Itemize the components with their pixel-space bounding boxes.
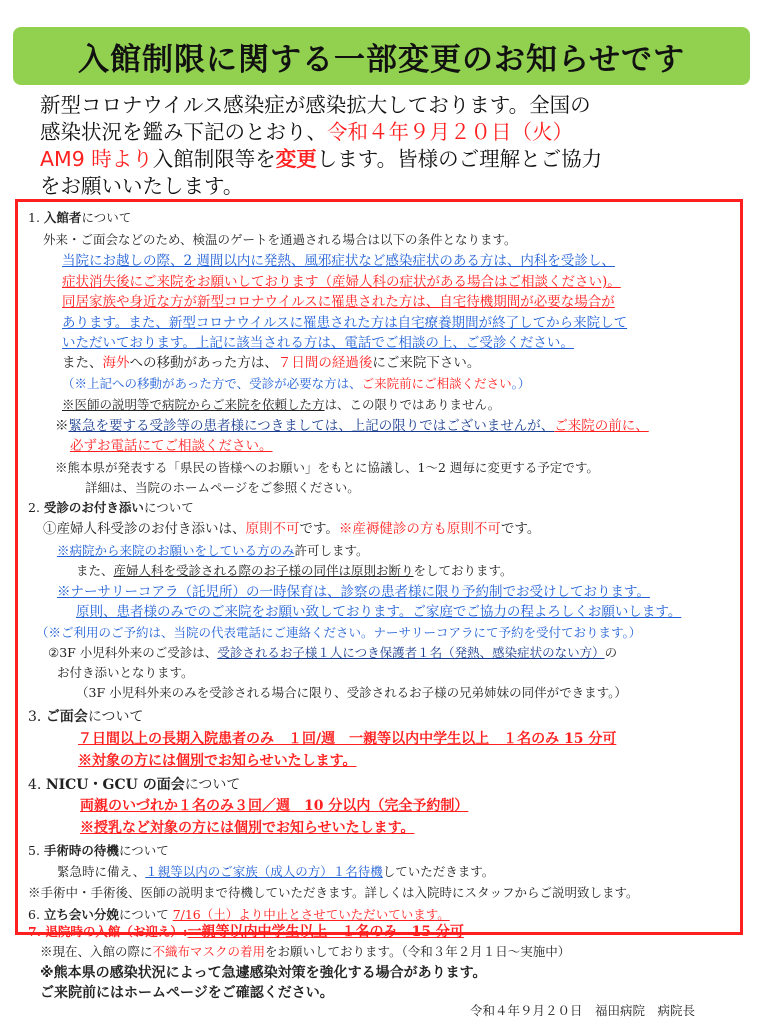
intro-text: 感染状況を鑑み下記のとおり、 [40, 120, 327, 144]
intro-text: します。皆様のご理解とご協力 [316, 147, 603, 171]
s5-line: 緊急時に備え、１親等以内のご家族（成人の方）１名待機していただきます。 [57, 864, 495, 879]
s2-line: （3F 小児科外来のみを受診される場合に限り、受診されるお子様の兄弟姉妹の同伴ができます。） [76, 685, 627, 700]
s4-line: ※授乳など対象の方には個別でお知らせいたします。 [80, 820, 415, 836]
change-word: 変更 [275, 147, 317, 171]
section-1-heading: 1. 入館者について [28, 210, 132, 225]
intro-line: をお願いいたします。 [40, 174, 244, 198]
s2-line: ①産婦人科受診のお付き添いは、原則不可です。※産褥健診の方も原則不可です。 [43, 521, 541, 537]
intro-line [40, 146, 740, 173]
effective-date: 令和４年９月２０日（火） [327, 120, 573, 144]
intro-text: 入館制限等を [152, 147, 276, 171]
s2-line: ②3F 小児科外来のご受診は、受診されるお子様１人につき保護者１名（発熱、感染症状のない方）の [48, 645, 618, 660]
section-3-heading: 3. ご面会について [28, 709, 144, 725]
footer-line: ご来院前にはホームページをご確認ください。 [40, 985, 334, 1001]
effective-time: AM9 時より [40, 147, 153, 171]
s1-line: また、海外への移動があった方は、７日間の経過後にご来院下さい。 [62, 355, 481, 371]
s1-line: あります。また、新型コロナウイルスに罹患された方は自宅療養期間が終了してから来院して [62, 315, 628, 331]
s3-line: ７日間以上の長期入院患者のみ １回/週 一親等以内中学生以上 １名のみ 15 分可 [78, 731, 617, 747]
section-4-heading: 4. NICU・GCU の面会について [28, 777, 241, 793]
intro-line [40, 119, 740, 146]
intro-paragraph [40, 92, 740, 200]
s2-line: ※病院から来院のお願いをしている方のみ許可します。 [57, 543, 369, 558]
intro-line: 新型コロナウイルス感染症が感染拡大しております。全国の [40, 93, 591, 117]
s1-line: いただいております。上記に該当される方は、電話でご相談の上、ご受診ください。 [62, 335, 574, 351]
s4-line: 両親のいづれか１名のみ３回／週 10 分以内（完全予約制） [80, 798, 469, 814]
section-2-heading: 2. 受診のお付き添いについて [28, 500, 194, 515]
s1-line: 詳細は、当院のホームページをご参照ください。 [85, 480, 360, 495]
s1-line: 必ずお電話にてご相談ください。 [70, 438, 273, 454]
signature: 令和４年９月２０日 福田病院 病院長 [470, 1003, 696, 1018]
s2-line: （※ご利用のご予約は、当院の代表電話にご連絡ください。ナーサリーコアラにて予約を受付ております。） [36, 625, 642, 640]
s5-line: ※手術中・手術後、医師の説明まで待機していただきます。詳しくは入院時にスタッフからご説明致します。 [28, 885, 639, 900]
s1-line: 当院にお越しの際、2 週間以内に発熱、風邪症状など感染症状のある方は、内科を受診し、 [62, 253, 615, 269]
s2-line: 原則、患者様のみでのご来院をお願い致しております。ご家庭でご協力の程よろしくお願いします。 [76, 604, 682, 620]
s2-line: ※ナーサリーコアラ（託児所）の一時保育は、診察の患者様に限り予約制でお受けしております。 [57, 584, 650, 600]
section-7-line: 7. 退院時の入館（お迎え）:一親等以内中学生以上 １名のみ 15 分可 [28, 924, 464, 940]
s3-line: ※対象の方には個別でお知らせいたします。 [78, 753, 357, 769]
section-6-heading: 6. 立ち会い分娩について 7/16（土）より中止とさせていただいています。 [28, 907, 450, 922]
section-5-heading: 5. 手術時の待機について [28, 843, 169, 858]
s1-line: 同居家族や身近な方が新型コロナウイルスに罹患された方は、自宅待機期間が必要な場合が [62, 294, 615, 310]
s1-line: 外来・ご面会などのため、検温のゲートを通過される場合は以下の条件となります。 [43, 232, 517, 247]
s1-line: ※緊急を要する受診等の患者様につきましては、上記の限りではございませんが、ご来院の前に、 [55, 418, 649, 434]
s1-line: ※医師の説明等で病院からご来院を依頼した方は、この限りではありません。 [62, 397, 501, 412]
footer-line: ※現在、入館の際に不織布マスクの着用をお願いしております。（令和３年２月１日～実施中） [40, 944, 571, 959]
footer-line: ※熊本県の感染状況によって急遽感染対策を強化する場合があります。 [40, 965, 487, 981]
s2-line: また、産婦人科を受診される際のお子様の同伴は原則お断りをしております。 [76, 563, 513, 578]
title-banner [13, 27, 750, 85]
s1-line: ※熊本県が発表する「県民の皆様へのお願い」をもとに協議し、1～2 週毎に変更する予定です。 [55, 460, 599, 475]
s1-line: （※上記への移動があった方で、受診が必要な方は、ご来院前にご相談ください。） [62, 376, 531, 391]
s2-line: お付き添いとなります。 [57, 665, 194, 680]
page-title: 入館制限に関する一部変更のお知らせです [77, 41, 686, 78]
s1-line: 症状消失後にご来院をお願いしております（産婦人科の症状がある場合はご相談ください)。 [62, 274, 621, 290]
